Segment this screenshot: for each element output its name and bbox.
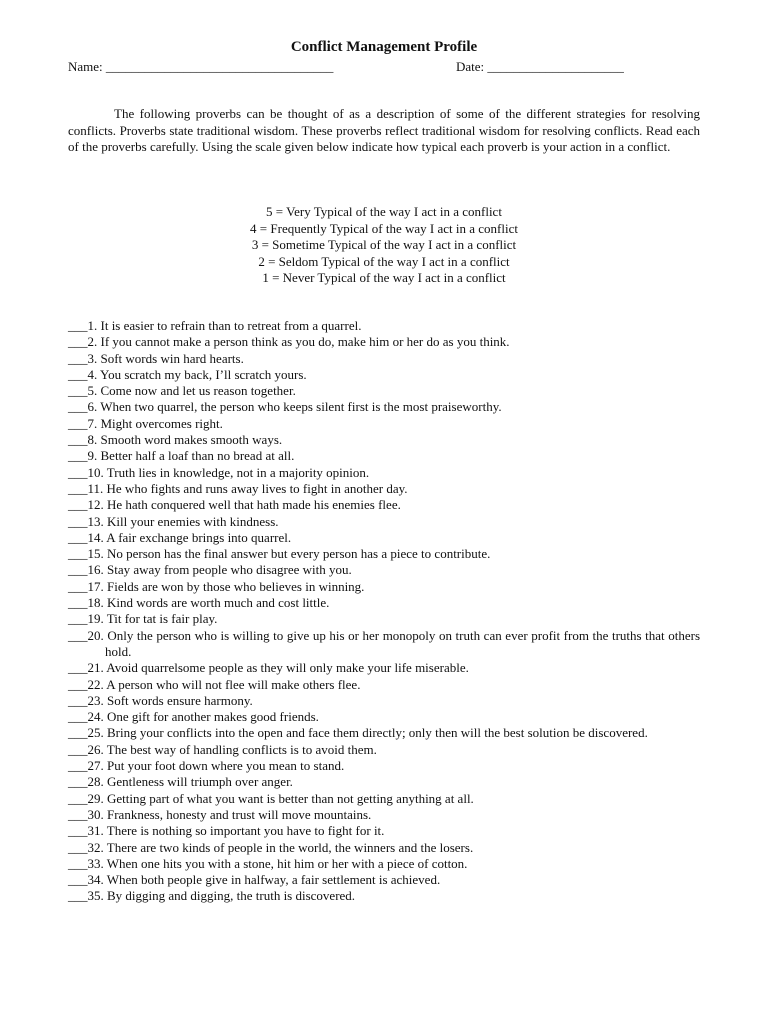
proverb-item[interactable]: ___33. When one hits you with a stone, hit him or her with a piece of cotton.: [68, 855, 468, 871]
proverb-item[interactable]: ___27. Put your foot down where you mean to stand.: [68, 758, 345, 774]
proverb-item[interactable]: ___23. Soft words ensure harmony.: [68, 692, 253, 708]
proverb-item[interactable]: ___8. Smooth word makes smooth ways.: [68, 432, 283, 448]
proverb-item[interactable]: ___3. Soft words win hard hearts.: [68, 350, 244, 366]
proverb-item[interactable]: ___10. Truth lies in knowledge, not in a majority opinion.: [68, 464, 370, 480]
proverb-item[interactable]: ___9. Better half a loaf than no bread at all.: [68, 448, 295, 464]
proverb-item[interactable]: ___12. He hath conquered well that hath made his enemies flee.: [68, 497, 401, 513]
proverb-item[interactable]: ___1. It is easier to refrain than to retreat from a quarrel.: [68, 318, 362, 333]
proverb-item[interactable]: ___11. He who fights and runs away lives to fight in another day.: [68, 480, 408, 496]
proverb-item[interactable]: ___30. Frankness, honesty and trust will move mountains.: [68, 806, 372, 822]
proverb-item[interactable]: ___22. A person who will not flee will make others flee.: [68, 676, 361, 692]
scale-line: 5 = Very Typical of the way I act in a conflict: [266, 204, 502, 219]
proverb-item[interactable]: ___2. If you cannot make a person think as you do, make him or her do as you think.: [68, 334, 510, 350]
scale-line: 3 = Sometime Typical of the way I act in a conflict: [251, 237, 517, 252]
proverb-item[interactable]: ___24. One gift for another makes good friends.: [68, 709, 319, 725]
scale-line: 2 = Seldom Typical of the way I act in a conflict: [258, 253, 510, 269]
proverb-item[interactable]: ___16. Stay away from people who disagree with you.: [68, 562, 352, 578]
scale-line: 4 = Frequently Typical of the way I act in a conflict: [250, 220, 518, 236]
page-title: Conflict Management Profile: [290, 39, 478, 55]
proverb-item[interactable]: ___25. Bring your conflicts into the open and face them directly; only then will the best solution be discovered.: [68, 725, 648, 741]
proverb-item[interactable]: ___26. The best way of handling conflicts is to avoid them.: [68, 741, 377, 757]
proverb-item[interactable]: ___19. Tit for tat is fair play.: [68, 611, 218, 627]
proverb-item[interactable]: ___13. Kill your enemies with kindness.: [68, 513, 279, 529]
proverb-item[interactable]: ___31. There is nothing so important you have to fight for it.: [68, 823, 385, 839]
proverb-item[interactable]: ___29. Getting part of what you want is better than not getting anything at all.: [68, 790, 474, 806]
proverb-list: [68, 318, 700, 905]
proverb-item[interactable]: ___7. Might overcomes right.: [68, 415, 223, 431]
proverb-item[interactable]: ___5. Come now and let us reason together.: [68, 383, 296, 399]
intro-paragraph: The following proverbs can be thought of as a description of some of the different strategies for resolving conflicts. Proverbs state traditional wisdom. These proverbs reflect traditional wisdom for resolving conflicts. Read each of the proverbs carefully. Using the scale given below indicate how typical each proverb is your action in a conflict.: [68, 106, 700, 154]
proverb-item[interactable]: ___34. When both people give in halfway, a fair settlement is achieved.: [68, 872, 441, 888]
date-field[interactable]: Date: _____________________: [456, 59, 624, 74]
proverb-item[interactable]: ___15. No person has the final answer but every person has a piece to contribute.: [68, 546, 491, 562]
name-field[interactable]: Name: ___________________________________: [68, 59, 334, 74]
proverb-item[interactable]: ___28. Gentleness will triumph over anger.: [68, 774, 293, 790]
proverb-item[interactable]: ___35. By digging and digging, the truth is discovered.: [68, 888, 356, 904]
proverb-item[interactable]: ___20. Only the person who is willing to give up his or her monopoly on truth can ever profit from the truths that others hold.: [68, 627, 700, 659]
proverb-item[interactable]: ___32. There are two kinds of people in the world, the winners and the losers.: [68, 839, 474, 855]
proverb-item[interactable]: ___6. When two quarrel, the person who keeps silent first is the most praiseworthy.: [68, 399, 502, 415]
proverb-item[interactable]: ___17. Fields are won by those who believes in winning.: [68, 578, 365, 594]
scale-line: 1 = Never Typical of the way I act in a conflict: [262, 270, 506, 285]
rating-scale: [0, 204, 768, 287]
proverb-item[interactable]: ___14. A fair exchange brings into quarrel.: [68, 529, 292, 545]
proverb-item[interactable]: ___21. Avoid quarrelsome people as they will only make your life miserable.: [68, 660, 469, 676]
proverb-item[interactable]: ___4. You scratch my back, I’ll scratch yours.: [68, 366, 307, 382]
proverb-item[interactable]: ___18. Kind words are worth much and cost little.: [68, 595, 330, 611]
